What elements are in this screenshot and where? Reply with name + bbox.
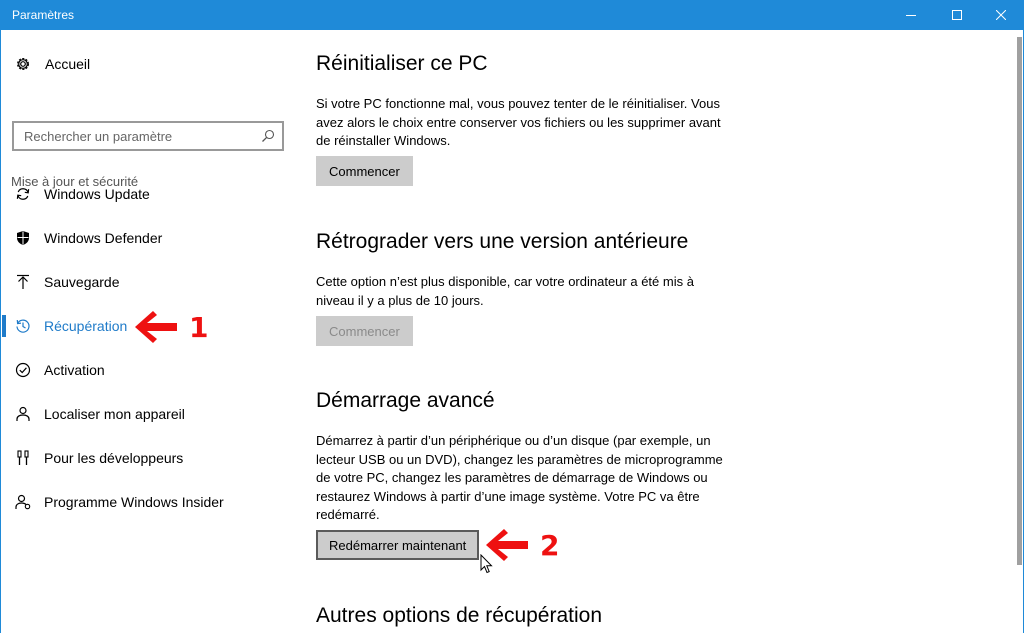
section-title-advanced-startup: Démarrage avancé: [316, 389, 495, 412]
section-text-rollback: Cette option n’est plus disponible, car votre ordinateur a été mis à niveau il y a plus de 10 jours.: [316, 274, 694, 308]
section-text-advanced-startup: Démarrez à partir d’un périphérique ou d’un disque (par exemple, un lecteur USB ou un DVD), changez les paramètres de microprogramme de votre PC, changez les paramètres de démarrage de Windows ou restaurez Windows à partir d’une image système. Votre PC va être redémarré.: [316, 433, 723, 522]
sidebar-item-label: Localiser mon appareil: [44, 406, 185, 422]
search-input[interactable]: [24, 128, 254, 144]
section-title-other-recovery: Autres options de récupération: [316, 604, 603, 627]
shield-icon: [15, 230, 31, 246]
sidebar-item-label: Windows Update: [44, 186, 150, 202]
developer-tools-icon: [15, 450, 31, 466]
reset-start-button[interactable]: Commencer: [316, 156, 413, 186]
rollback-start-button[interactable]: Commencer: [316, 316, 413, 346]
annotation-arrow-2: [484, 527, 559, 563]
active-indicator: [2, 315, 6, 337]
insider-person-icon: [15, 494, 31, 510]
close-button[interactable]: [978, 0, 1024, 30]
sidebar-item-localiser[interactable]: [1, 399, 296, 429]
sidebar-item-windows-defender[interactable]: [1, 223, 296, 253]
scrollbar[interactable]: [1014, 31, 1023, 633]
home-label: Accueil: [45, 56, 91, 72]
annotation-number-1: 1: [189, 310, 209, 344]
close-icon: [996, 10, 1006, 20]
mouse-pointer-icon: [480, 554, 494, 574]
title-bar: [0, 0, 1024, 30]
check-circle-icon: [15, 362, 31, 378]
history-icon: [15, 318, 31, 334]
sidebar-item-label: Activation: [44, 362, 105, 378]
annotation-arrow-1: [133, 309, 208, 345]
section-title-rollback: Rétrograder vers une version antérieure: [316, 230, 689, 253]
sidebar-item-windows-update[interactable]: [1, 179, 296, 209]
annotation-number-2: 2: [540, 528, 560, 562]
window-title: Paramètres: [12, 8, 75, 22]
minimize-button[interactable]: [888, 0, 934, 30]
sidebar-item-developpeurs[interactable]: [1, 443, 296, 473]
sidebar-item-label: Sauvegarde: [44, 274, 120, 290]
gear-icon: [15, 56, 31, 72]
sync-icon: [15, 186, 31, 202]
main-content: [316, 30, 1006, 633]
section-title-reset: Réinitialiser ce PC: [316, 52, 488, 75]
red-arrow-left-icon: [133, 309, 179, 345]
sidebar-item-label: Windows Defender: [44, 230, 163, 246]
sidebar-item-label: Récupération: [44, 318, 128, 334]
sidebar-item-insider[interactable]: [1, 487, 296, 517]
minimize-icon: [906, 10, 916, 20]
sidebar-item-label: Programme Windows Insider: [44, 494, 224, 510]
section-label: Mise à jour et sécurité: [11, 174, 139, 189]
search-icon[interactable]: [261, 129, 275, 143]
maximize-icon: [952, 10, 962, 20]
person-pin-icon: [15, 406, 31, 422]
search-box[interactable]: [12, 121, 284, 151]
home-link[interactable]: [15, 54, 90, 74]
restart-now-button[interactable]: Redémarrer maintenant: [316, 530, 479, 560]
scrollbar-thumb[interactable]: [1017, 37, 1022, 565]
sidebar-item-activation[interactable]: [1, 355, 296, 385]
section-text-reset: Si votre PC fonctionne mal, vous pouvez tenter de le réinitialiser. Vous avez alors le choix entre conserver vos fichiers ou les supprimer avant de réinstaller Windows.: [316, 96, 721, 148]
maximize-button[interactable]: [934, 0, 980, 30]
sidebar-item-label: Pour les développeurs: [44, 450, 184, 466]
upload-arrow-icon: [15, 274, 31, 290]
sidebar-item-sauvegarde[interactable]: [1, 267, 296, 297]
